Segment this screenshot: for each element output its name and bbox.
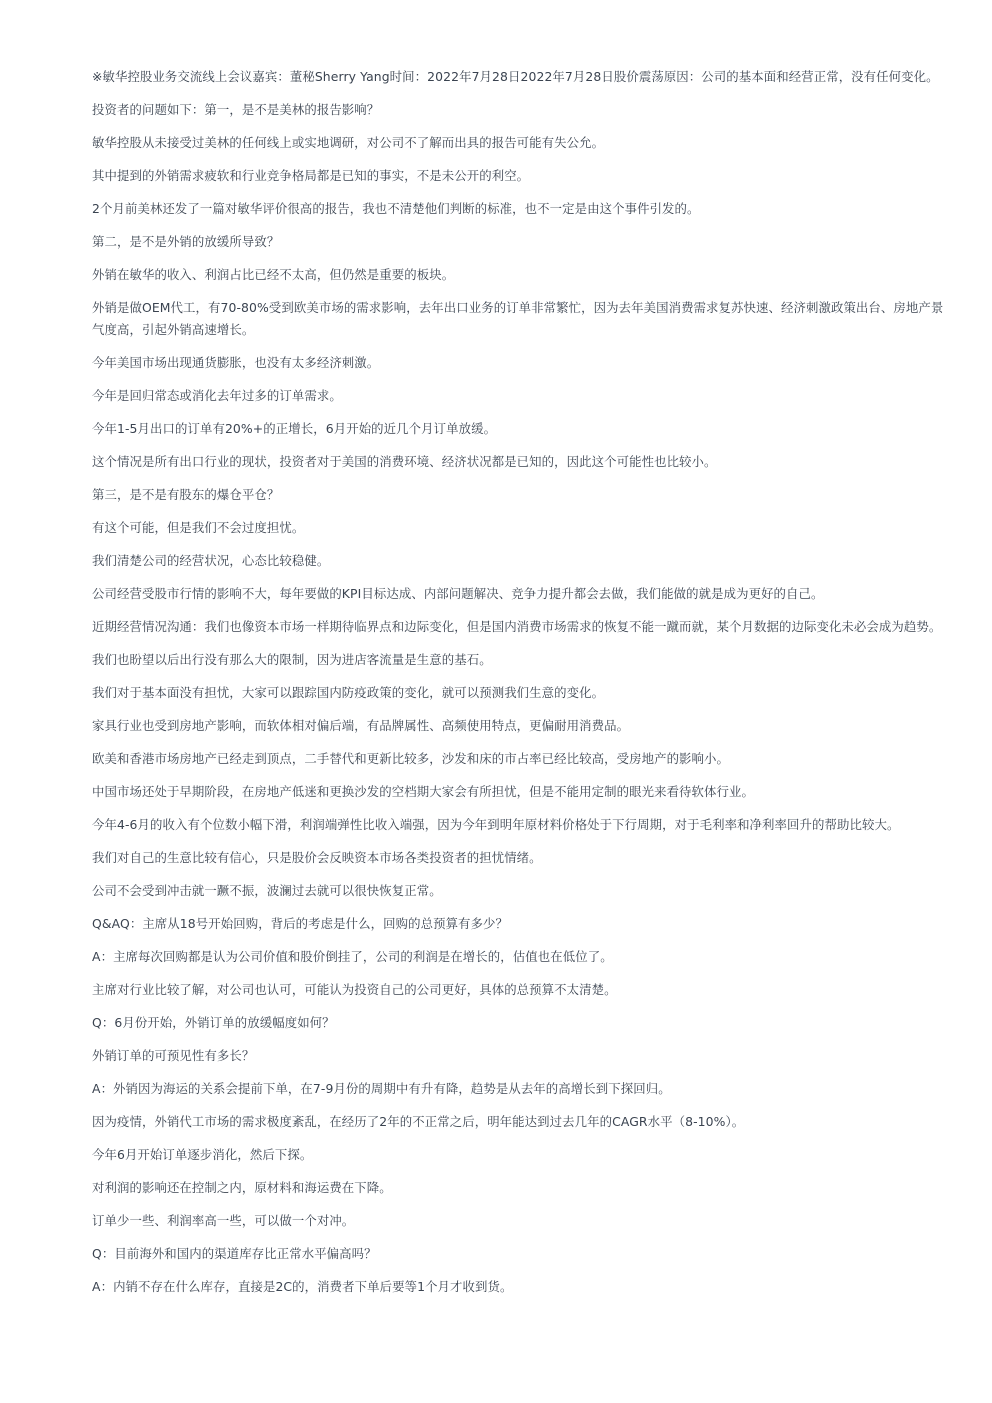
paragraph-question-1: 投资者的问题如下：第一，是不是美林的报告影响？ bbox=[92, 102, 380, 117]
paragraph: 这个情况是所有出口行业的现状，投资者对于美国的消费环境、经济状况都是已知的，因此这个可能性也比较小。 bbox=[92, 454, 717, 469]
paragraph: 公司经营受股市行情的影响不大，每年要做的KPI目标达成、内部问题解决、竞争力提升都会去做，我们能做的就是成为更好的自己。 bbox=[92, 586, 824, 601]
paragraph: 我们对自己的生意比较有信心，只是股价会反映资本市场各类投资者的担忧情绪。 bbox=[92, 850, 542, 865]
paragraph: 其中提到的外销需求疲软和行业竞争格局都是已知的事实，不是未公开的利空。 bbox=[92, 168, 530, 183]
paragraph-qa-question: Q：目前海外和国内的渠道库存比正常水平偏高吗？ bbox=[92, 1246, 377, 1261]
paragraph: 公司不会受到冲击就一蹶不振，波澜过去就可以很快恢复正常。 bbox=[92, 883, 442, 898]
paragraph: 我们也盼望以后出行没有那么大的限制，因为进店客流量是生意的基石。 bbox=[92, 652, 492, 667]
paragraph: 今年是回归常态或消化去年过多的订单需求。 bbox=[92, 388, 342, 403]
paragraph-qa-question: Q：6月份开始，外销订单的放缓幅度如何？ bbox=[92, 1015, 335, 1030]
paragraph: 今年6月开始订单逐步消化，然后下探。 bbox=[92, 1147, 313, 1162]
paragraph: 对利润的影响还在控制之内，原材料和海运费在下降。 bbox=[92, 1180, 392, 1195]
paragraph: 今年1-5月出口的订单有20%+的正增长，6月开始的近几个月订单放缓。 bbox=[92, 421, 497, 436]
paragraph: 外销订单的可预见性有多长？ bbox=[92, 1048, 255, 1063]
paragraph-question-3: 第三，是不是有股东的爆仓平仓？ bbox=[92, 487, 280, 502]
paragraph: 今年4-6月的收入有个位数小幅下滑，利润端弹性比收入端强，因为今年到明年原材料价格处于下行周期，对于毛利率和净利率回升的帮助比较大。 bbox=[92, 817, 900, 832]
paragraph-qa-answer: A：内销不存在什么库存，直接是2C的，消费者下单后要等1个月才收到货。 bbox=[92, 1279, 513, 1294]
paragraph: 我们清楚公司的经营状况，心态比较稳健。 bbox=[92, 553, 330, 568]
paragraph-qa-question: Q&AQ：主席从18号开始回购，背后的考虑是什么，回购的总预算有多少？ bbox=[92, 916, 509, 931]
paragraph: 外销是做OEM代工，有70-80%受到欧美市场的需求影响，去年出口业务的订单非常繁忙，因为去年美国消费需求复苏快速、经济刺激政策出台、房地产景气度高，引起外销高速增长。 bbox=[92, 300, 944, 337]
paragraph: 今年美国市场出现通货膨胀，也没有太多经济刺激。 bbox=[92, 355, 380, 370]
paragraph-intro: ※敏华控股业务交流线上会议嘉宾：董秘Sherry Yang时间：2022年7月28日2022年7月28日股价震荡原因：公司的基本面和经营正常，没有任何变化。 bbox=[92, 69, 939, 84]
paragraph: 我们对于基本面没有担忧，大家可以跟踪国内防疫政策的变化，就可以预测我们生意的变化。 bbox=[92, 685, 605, 700]
paragraph: 欧美和香港市场房地产已经走到顶点，二手替代和更新比较多，沙发和床的市占率已经比较高，受房地产的影响小。 bbox=[92, 751, 730, 766]
paragraph: 订单少一些、利润率高一些，可以做一个对冲。 bbox=[92, 1213, 355, 1228]
paragraph: 中国市场还处于早期阶段，在房地产低迷和更换沙发的空档期大家会有所担忧，但是不能用定制的眼光来看待软体行业。 bbox=[92, 784, 755, 799]
paragraph-qa-answer: A：主席每次回购都是认为公司价值和股价倒挂了，公司的利润是在增长的，估值也在低位了。 bbox=[92, 949, 613, 964]
paragraph: 近期经营情况沟通：我们也像资本市场一样期待临界点和边际变化，但是国内消费市场需求的恢复不能一蹴而就，某个月数据的边际变化未必会成为趋势。 bbox=[92, 619, 942, 634]
paragraph: 主席对行业比较了解，对公司也认可，可能认为投资自己的公司更好，具体的总预算不太清楚。 bbox=[92, 982, 617, 997]
paragraph-question-2: 第二，是不是外销的放缓所导致？ bbox=[92, 234, 280, 249]
paragraph-qa-answer: A：外销因为海运的关系会提前下单，在7-9月份的周期中有升有降，趋势是从去年的高增长到下探回归。 bbox=[92, 1081, 671, 1096]
paragraph: 有这个可能，但是我们不会过度担忧。 bbox=[92, 520, 305, 535]
paragraph: 敏华控股从未接受过美林的任何线上或实地调研，对公司不了解而出具的报告可能有失公允。 bbox=[92, 135, 605, 150]
paragraph: 2个月前美林还发了一篇对敏华评价很高的报告，我也不清楚他们判断的标准，也不一定是由这个事件引发的。 bbox=[92, 201, 700, 216]
paragraph: 家具行业也受到房地产影响，而软体相对偏后端，有品牌属性、高频使用特点，更偏耐用消费品。 bbox=[92, 718, 630, 733]
paragraph: 因为疫情，外销代工市场的需求极度紊乱，在经历了2年的不正常之后，明年能达到过去几年的CAGR水平（8-10%）。 bbox=[92, 1114, 745, 1129]
paragraph: 外销在敏华的收入、利润占比已经不太高，但仍然是重要的板块。 bbox=[92, 267, 455, 282]
document-body bbox=[92, 66, 944, 1309]
